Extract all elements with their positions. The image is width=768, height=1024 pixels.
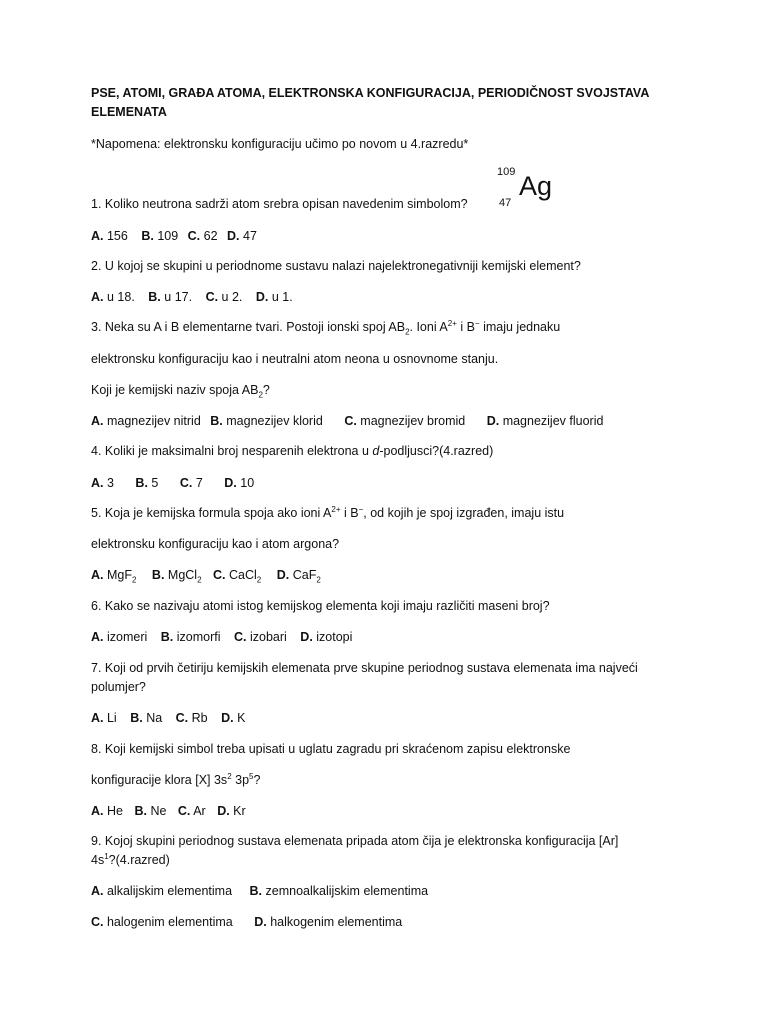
q9-text-a: 4s [91, 853, 105, 867]
option-text: alkalijskim elementima [106, 884, 233, 898]
option-text: izotopi [316, 630, 353, 644]
option-text: izobari [249, 630, 287, 644]
option-text: halkogenim elementima [270, 915, 403, 929]
option-text: 156 [106, 229, 128, 243]
q5-text-a: 5. Koja je kemijska formula spoja ako ioni A [91, 506, 332, 520]
q3l3-sub: 2 [258, 390, 263, 400]
option-sub: 2 [256, 575, 262, 585]
option-text: 109 [157, 229, 179, 243]
q8-text-a: konfiguracije klora [X] 3s [91, 773, 228, 787]
option-text: izomorfi [176, 630, 221, 644]
question-7: 7. Koji od prvih četiriju kemijskih elemenata prve skupine periodnog sustava elemenata ima najveći polumjer? [91, 661, 638, 694]
option-sub: 2 [316, 575, 321, 585]
option-text: izomeri [106, 630, 148, 644]
option-letter: B. [160, 630, 174, 644]
option-letter: D. [224, 476, 237, 490]
option-text: Li [106, 711, 117, 725]
option-text: Ar [193, 804, 206, 818]
option-letter: B. [141, 229, 154, 243]
option-letter: A. [91, 804, 104, 818]
option-text: zemnoalkalijskim elementima [265, 884, 429, 898]
q4-italic: d [372, 444, 380, 458]
options-2 [91, 288, 681, 307]
option-letter: A. [91, 476, 104, 490]
option-letter: B. [130, 711, 143, 725]
option-text: u 1. [271, 290, 293, 304]
q3-sup-a: 2+ [447, 318, 457, 328]
q5-text-c: , od kojih je spoj izgrađen, imaju istu [363, 506, 565, 520]
option-letter: B. [134, 804, 147, 818]
options-8 [91, 802, 681, 821]
option-letter: D. [276, 568, 290, 582]
question-3-line-2: elektronsku konfiguraciju kao i neutralni atom neona u osnovnome stanju. [91, 352, 499, 366]
question-5-line-2: elektronsku konfiguraciju kao i atom argona? [91, 537, 340, 551]
option-letter: A. [91, 884, 104, 898]
option-letter: A. [91, 229, 104, 243]
options-5 [91, 566, 681, 585]
option-letter: A. [91, 290, 104, 304]
option-text: magnezijev fluorid [502, 414, 604, 428]
option-letter: B. [151, 568, 165, 582]
q5-sup-a: 2+ [331, 504, 341, 514]
option-text: 3 [106, 476, 114, 490]
option-letter: D. [255, 290, 269, 304]
option-letter: D. [300, 630, 313, 644]
option-text: CaCl [229, 568, 257, 582]
option-letter: C. [177, 804, 191, 818]
option-letter: C. [205, 290, 219, 304]
atomic-number: 47 [499, 197, 512, 209]
q9-sup: 1 [104, 851, 109, 861]
option-text: CaF [292, 568, 317, 582]
option-text: Kr [233, 804, 246, 818]
q8-text-c: ? [253, 773, 261, 787]
mass-number: 109 [497, 166, 516, 178]
option-text: He [106, 804, 123, 818]
options-6 [91, 628, 681, 647]
question-1: 1. Koliko neutrona sadrži atom srebra opisan navedenim simbolom? [91, 197, 468, 211]
option-text: magnezijev bromid [360, 414, 466, 428]
q3-text-d: imaju jednaku [479, 320, 561, 334]
options-7 [91, 709, 681, 728]
q5-sup-b: − [358, 504, 364, 514]
question-9-line-2 [91, 851, 681, 870]
option-letter: D. [486, 414, 500, 428]
q4-text-b: -podljusci?(4.razred) [379, 444, 494, 458]
option-letter: C. [187, 229, 201, 243]
option-letter: D. [221, 711, 234, 725]
question-4 [91, 442, 681, 461]
option-sub: 2 [197, 575, 202, 585]
q8-sup-a: 2 [227, 771, 232, 781]
note: *Napomena: elektronsku konfiguraciju učimo po novom u 4.razredu* [91, 137, 469, 151]
option-letter: A. [91, 568, 104, 582]
option-letter: A. [91, 711, 104, 725]
option-letter: A. [91, 630, 104, 644]
option-text: u 17. [164, 290, 193, 304]
option-text: Na [146, 711, 163, 725]
options-4 [91, 474, 681, 493]
q3-text-a: 3. Neka su A i B elementarne tvari. Postoji ionski spoj AB [91, 320, 406, 334]
option-letter: C. [91, 915, 104, 929]
option-letter: B. [148, 290, 161, 304]
option-letter: B. [210, 414, 223, 428]
question-2: 2. U kojoj se skupini u periodnome sustavu nalazi najelektronegativniji kemijski element? [91, 259, 581, 273]
question-5 [91, 504, 681, 523]
options-3 [91, 412, 681, 431]
option-letter: C. [344, 414, 357, 428]
question-6: 6. Kako se nazivaju atomi istog kemijskog elementa koji imaju različiti maseni broj? [91, 599, 550, 613]
option-text: magnezijev nitrid [106, 414, 201, 428]
document-title: PSE, ATOMI, GRAĐA ATOMA, ELEKTRONSKA KONFIGURACIJA, PERIODIČNOST SVOJSTAVA ELEMENATA [91, 86, 649, 119]
q3-text-c: i B [456, 320, 475, 334]
option-text: 62 [203, 229, 218, 243]
element-letters: Ag [519, 171, 553, 201]
q9-text-b: ?(4.razred) [108, 853, 170, 867]
option-text: 10 [240, 476, 255, 490]
q3l3-end: ? [262, 383, 270, 397]
option-text: 7 [195, 476, 203, 490]
question-8-line-2 [91, 771, 681, 790]
option-text: K [237, 711, 246, 725]
q3-text-b: . Ioni A [409, 320, 448, 334]
option-letter: D. [217, 804, 230, 818]
q3-sub: 2 [405, 327, 410, 337]
option-letter: C. [213, 568, 226, 582]
option-letter: A. [91, 414, 104, 428]
option-text: MgCl [167, 568, 198, 582]
option-letter: D. [227, 229, 240, 243]
option-text: u 2. [221, 290, 243, 304]
options-9-row-1 [91, 882, 681, 901]
option-text: MgF [106, 568, 132, 582]
question-3-line-3 [91, 381, 681, 400]
q3-sup-b: − [474, 318, 480, 328]
option-sub: 2 [131, 575, 137, 585]
option-text: halogenim elementima [106, 915, 233, 929]
option-text: Rb [191, 711, 208, 725]
option-letter: C. [179, 476, 193, 490]
option-letter: B. [249, 884, 263, 898]
q3l3-text: Koji je kemijski naziv spoja AB [91, 383, 259, 397]
question-9: 9. Kojoj skupini periodnog sustava elemenata pripada atom čija je elektronska konfiguracija [Ar] [91, 834, 619, 848]
q8-sup-b: 5 [249, 771, 254, 781]
option-text: 47 [243, 229, 257, 243]
option-text: u 18. [106, 290, 135, 304]
option-text: 5 [151, 476, 159, 490]
option-letter: D. [254, 915, 267, 929]
question-8: 8. Koji kemijski simbol treba upisati u uglatu zagradu pri skraćenom zapisu elektronske [91, 742, 571, 756]
option-text: magnezijev klorid [226, 414, 323, 428]
q4-text-a: 4. Koliki je maksimalni broj nesparenih elektrona u [91, 444, 373, 458]
option-letter: C. [175, 711, 189, 725]
option-text: Ne [150, 804, 167, 818]
options-1 [91, 227, 681, 246]
options-9-row-2 [91, 913, 681, 932]
option-letter: C. [234, 630, 247, 644]
q5-text-b: i B [340, 506, 359, 520]
q8-text-b: 3p [231, 773, 250, 787]
option-letter: B. [135, 476, 148, 490]
question-3 [91, 318, 681, 337]
